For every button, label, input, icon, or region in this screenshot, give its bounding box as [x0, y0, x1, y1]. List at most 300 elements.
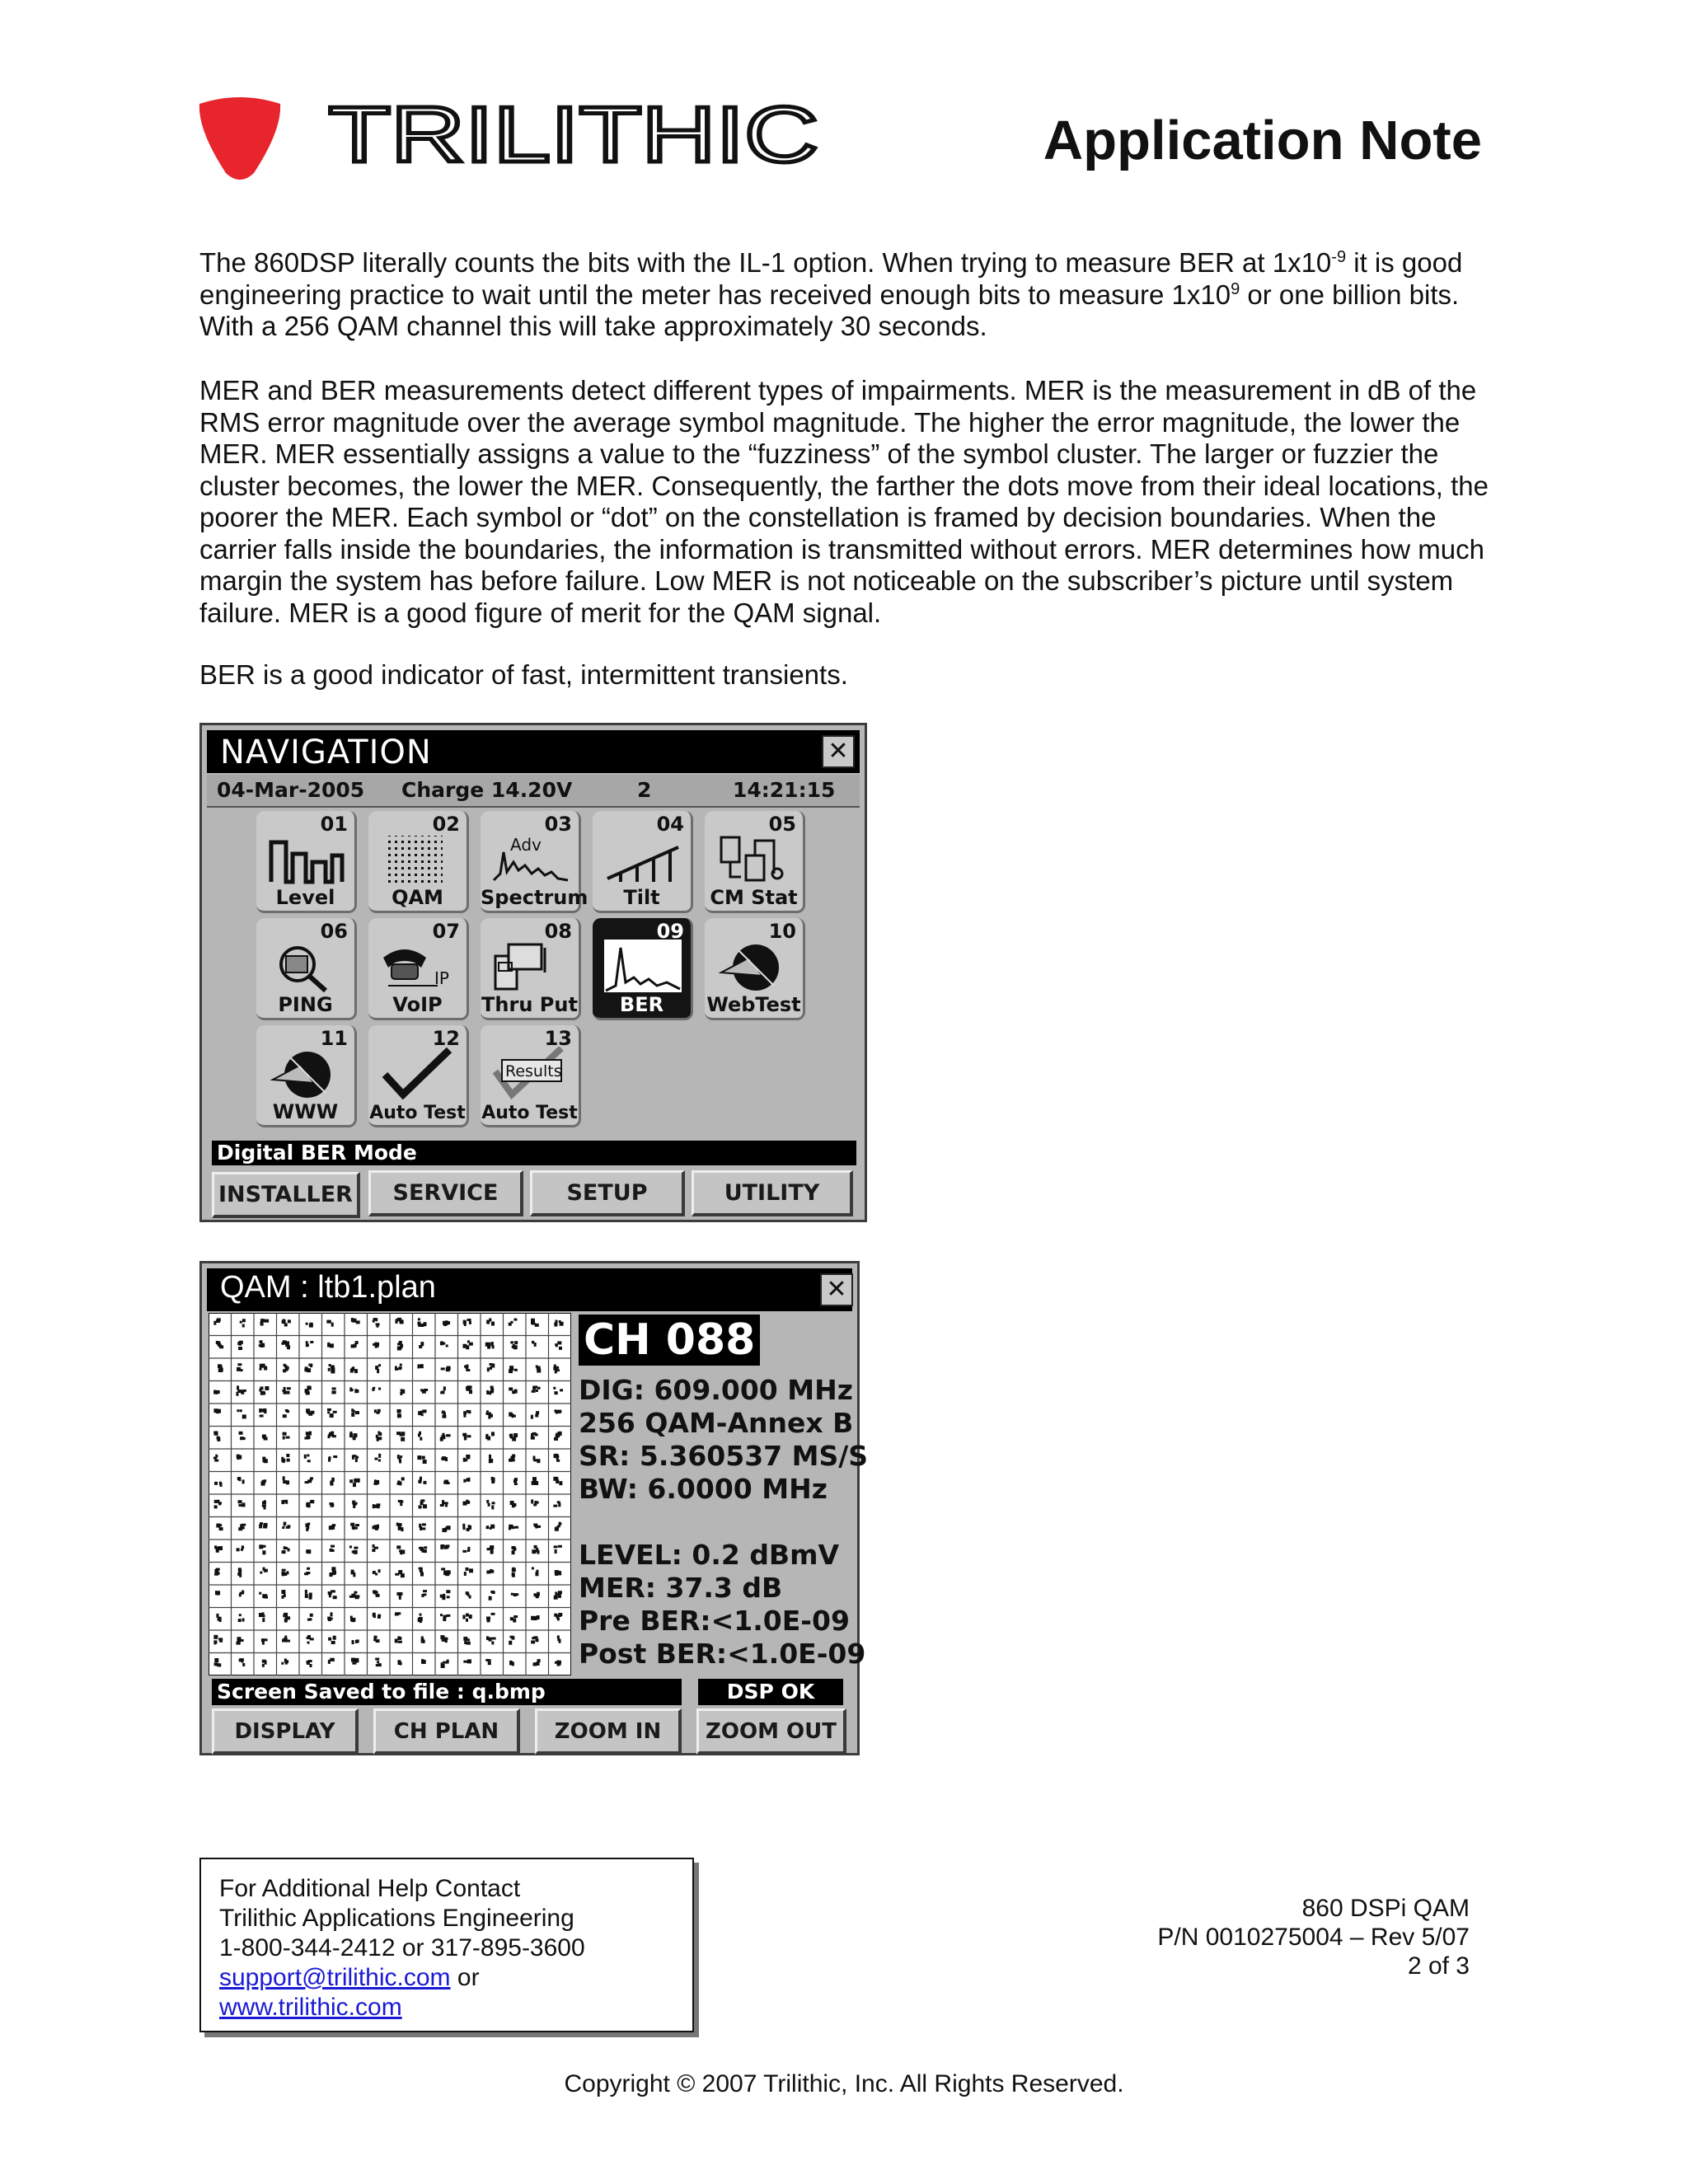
constellation-symbol: [554, 1365, 556, 1368]
constellation-symbol: [446, 1590, 450, 1593]
constellation-symbol: [305, 1594, 308, 1598]
constellation-symbol: [329, 1364, 331, 1366]
constellation-symbol: [466, 1366, 468, 1369]
constellation-symbol: [397, 1636, 400, 1639]
constellation-symbol: [373, 1387, 375, 1390]
constellation-symbol: [288, 1319, 291, 1323]
constellation-symbol: [262, 1501, 266, 1504]
constellation-symbol: [333, 1571, 336, 1575]
constellation-symbol: [238, 1504, 242, 1507]
constellation-symbol: [441, 1664, 445, 1668]
constellation-symbol: [259, 1408, 261, 1413]
constellation-symbol: [467, 1549, 470, 1552]
constellation-symbol: [555, 1321, 557, 1325]
constellation-symbol: [349, 1545, 352, 1548]
tile-auto-test-results[interactable]: Results 13 Auto Test: [481, 1025, 581, 1127]
constellation-symbol: [444, 1502, 448, 1504]
constellation-symbol: [554, 1437, 558, 1441]
part-number: P/N 0010275004 – Rev 5/07: [1157, 1924, 1470, 1951]
tile-www[interactable]: 11 WWW: [256, 1025, 357, 1127]
constellation-symbol: [286, 1369, 288, 1371]
constellation-symbol: [310, 1323, 313, 1326]
help-line-1: For Additional Help Contact: [219, 1875, 521, 1902]
constellation-symbol: [398, 1641, 402, 1643]
constellation-symbol: [417, 1364, 420, 1368]
constellation-symbol: [283, 1480, 287, 1483]
constellation-symbol: [332, 1526, 335, 1530]
constellation-symbol: [239, 1593, 241, 1596]
constellation-symbol: [419, 1506, 422, 1509]
constellation-symbol: [333, 1411, 337, 1413]
constellation-symbol: [422, 1523, 426, 1526]
constellation-symbol: [535, 1501, 537, 1503]
constellation-symbol: [396, 1523, 399, 1526]
constellation-symbol: [443, 1386, 446, 1390]
constellation-symbol: [353, 1505, 355, 1508]
close-icon[interactable]: ✕: [822, 735, 855, 768]
constellation-symbol: [467, 1659, 471, 1663]
constellation-symbol: [284, 1546, 286, 1549]
constellation-symbol: [310, 1638, 314, 1640]
constellation-symbol: [467, 1478, 470, 1482]
constellation-symbol: [281, 1459, 285, 1462]
constellation-symbol: [424, 1322, 427, 1326]
constellation-symbol: [469, 1390, 472, 1394]
constellation-symbol: [263, 1364, 265, 1367]
constellation-symbol: [352, 1526, 354, 1530]
constellation-symbol: [420, 1411, 424, 1413]
constellation-symbol: [352, 1501, 355, 1505]
constellation-symbol: [485, 1343, 488, 1347]
constellation-symbol: [557, 1635, 560, 1638]
dig-frequency: DIG: 609.000 MHz: [579, 1374, 853, 1406]
constellation-symbol: [422, 1456, 425, 1460]
constellation-symbol: [281, 1343, 284, 1345]
constellation-symbol: [283, 1572, 287, 1576]
constellation-symbol: [512, 1550, 515, 1554]
constellation-symbol: [468, 1385, 472, 1389]
constellation-symbol: [531, 1616, 535, 1620]
constellation-symbol: [400, 1662, 402, 1666]
constellation-symbol: [464, 1322, 467, 1326]
constellation-symbol: [440, 1504, 444, 1507]
modulation-type: 256 QAM-Annex B: [579, 1407, 854, 1439]
constellation-symbol: [512, 1437, 516, 1441]
constellation-symbol: [354, 1390, 359, 1393]
constellation-symbol: [281, 1590, 285, 1594]
constellation-symbol: [491, 1322, 495, 1326]
constellation-symbol: [535, 1324, 539, 1327]
mode-label: Digital BER Mode: [212, 1141, 856, 1165]
constellation-symbol: [424, 1546, 427, 1549]
constellation-symbol: [378, 1364, 381, 1366]
constellation-symbol: [557, 1501, 560, 1503]
constellation-symbol: [262, 1664, 265, 1667]
symbol-rate: SR: 5.360537 MS/S: [579, 1440, 869, 1472]
constellation-symbol: [216, 1319, 220, 1323]
constellation-symbol: [466, 1614, 469, 1617]
constellation-symbol: [441, 1367, 445, 1370]
constellation-symbol: [492, 1502, 495, 1504]
constellation-symbol: [419, 1345, 422, 1348]
constellation-symbol: [286, 1410, 289, 1413]
constellation-symbol: [242, 1319, 246, 1322]
constellation-symbol: [259, 1544, 263, 1549]
constellation-symbol: [265, 1386, 269, 1390]
constellation-symbol: [420, 1614, 422, 1616]
constellation-symbol: [442, 1410, 445, 1413]
constellation-symbol: [509, 1323, 512, 1326]
constellation-symbol: [236, 1392, 238, 1396]
constellation-symbol: [282, 1569, 286, 1572]
constellation-symbol: [469, 1568, 473, 1572]
constellation-symbol: [264, 1459, 266, 1463]
tile-ber[interactable]: 09 BER: [593, 918, 693, 1020]
constellation-symbol: [400, 1364, 402, 1366]
display-button[interactable]: DISPLAY: [212, 1708, 359, 1755]
constellation-symbol: [333, 1455, 337, 1458]
constellation-symbol: [401, 1527, 404, 1531]
constellation-symbol: [491, 1342, 494, 1346]
document-type-title: Application Note: [1043, 110, 1482, 171]
constellation-symbol: [513, 1593, 517, 1596]
constellation-symbol: [260, 1368, 262, 1371]
constellation-symbol: [236, 1642, 240, 1645]
constellation-symbol: [238, 1347, 242, 1350]
constellation-symbol: [214, 1658, 218, 1662]
constellation-symbol: [307, 1642, 310, 1644]
constellation-symbol: [353, 1483, 356, 1487]
constellation-symbol: [423, 1481, 426, 1484]
constellation-symbol: [237, 1455, 239, 1460]
constellation-symbol: [374, 1479, 377, 1483]
constellation-symbol: [378, 1454, 381, 1458]
constellation-symbol: [467, 1435, 471, 1437]
constellation-symbol: [307, 1637, 310, 1639]
constellation-symbol: [242, 1479, 245, 1483]
tile-cm-stat[interactable]: 05 CM Stat: [705, 811, 805, 913]
constellation-symbol: [331, 1658, 335, 1661]
constellation-symbol: [287, 1459, 290, 1462]
constellation-symbol: [213, 1635, 218, 1639]
support-email-link[interactable]: support@trilithic.com: [219, 1964, 451, 1991]
constellation-symbol: [441, 1390, 444, 1394]
constellation-symbol: [440, 1614, 443, 1616]
constellation-symbol: [423, 1590, 427, 1592]
navigation-status-row: [207, 775, 860, 808]
constellation-symbol: [556, 1526, 559, 1529]
constellation-symbol: [308, 1364, 312, 1366]
constellation-symbol: [354, 1547, 358, 1549]
constellation-symbol: [509, 1459, 513, 1462]
tile-ping[interactable]: 06 PING: [256, 918, 357, 1020]
constellation-symbol: [558, 1613, 562, 1616]
constellation-symbol: [399, 1459, 401, 1463]
constellation-symbol: [489, 1638, 492, 1642]
paragraph-ber-counting: The 860DSP literally counts the bits with the IL-1 option. When trying to measure BER at $1x10^{-9}$ it is good engineering practice to wait until the meter has received enough bits to measure $1x10^9$ or one billion bits. With a 256 QAM channel this will take approximately 30 seconds.: [199, 247, 1463, 341]
constellation-symbol: [329, 1432, 332, 1436]
constellation-symbol: [557, 1571, 560, 1574]
constellation-symbol: [309, 1619, 312, 1621]
constellation-symbol: [307, 1502, 310, 1507]
zoom-in-button[interactable]: ZOOM IN: [535, 1708, 682, 1755]
constellation-symbol: [462, 1550, 467, 1553]
constellation-symbol: [307, 1568, 310, 1570]
constellation-symbol: [355, 1458, 358, 1462]
constellation-symbol: [373, 1320, 375, 1323]
constellation-symbol: [377, 1615, 381, 1617]
constellation-symbol: [377, 1436, 382, 1440]
constellation-symbol: [486, 1526, 489, 1529]
constellation-symbol: [536, 1411, 539, 1414]
constellation-symbol: [537, 1615, 540, 1619]
constellation-symbol: [281, 1662, 284, 1665]
constellation-symbol: [445, 1321, 448, 1325]
constellation-symbol: [444, 1480, 448, 1483]
constellation-symbol: [308, 1660, 312, 1662]
constellation-symbol: [398, 1367, 401, 1370]
constellation-symbol: [490, 1545, 494, 1549]
constellation-symbol: [553, 1505, 557, 1507]
ch-plan-button[interactable]: CH PLAN: [373, 1708, 520, 1755]
constellation-symbol: [286, 1436, 290, 1439]
constellation-symbol: [373, 1613, 376, 1617]
constellation-symbol: [490, 1386, 494, 1389]
constellation-symbol: [462, 1433, 467, 1436]
constellation-symbol: [309, 1593, 312, 1597]
constellation-symbol: [264, 1569, 268, 1572]
constellation-symbol: [281, 1500, 284, 1504]
tile-thru-put[interactable]: 08 Thru Put: [481, 918, 581, 1020]
constellation-symbol: [331, 1503, 333, 1506]
constellation-symbol: [533, 1385, 537, 1388]
thru-put-icon: [492, 940, 570, 992]
constellation-symbol: [446, 1638, 448, 1640]
service-button[interactable]: SERVICE: [368, 1170, 523, 1216]
constellation-symbol: [490, 1388, 494, 1392]
constellation-symbol: [490, 1550, 494, 1554]
constellation-symbol: [282, 1526, 284, 1529]
product-name: 860 DSPi QAM: [1301, 1895, 1470, 1922]
post-ber-value: Post BER:<1.0E-09: [579, 1638, 866, 1670]
qam-icon: [380, 832, 457, 885]
constellation-symbol: [260, 1322, 264, 1326]
help-website-line: [219, 1993, 674, 2022]
results-icon: [492, 1047, 570, 1099]
tile-qam[interactable]: 02 QAM: [368, 811, 469, 913]
constellation-symbol: [238, 1619, 241, 1622]
status-charge: Charge 14.20V: [401, 778, 573, 802]
constellation-symbol: [489, 1459, 492, 1463]
constellation-symbol: [214, 1460, 218, 1462]
constellation-symbol: [466, 1591, 469, 1595]
constellation-symbol: [352, 1640, 354, 1644]
constellation-symbol: [307, 1454, 309, 1456]
constellation-symbol: [306, 1390, 309, 1394]
constellation-symbol: [491, 1641, 494, 1644]
constellation-symbol: [554, 1545, 558, 1548]
constellation-symbol: [466, 1345, 469, 1349]
setup-button[interactable]: SETUP: [530, 1170, 685, 1216]
constellation-symbol: [330, 1343, 334, 1347]
constellation-symbol: [559, 1347, 562, 1350]
constellation-symbol: [513, 1568, 515, 1572]
constellation-symbol: [238, 1568, 241, 1571]
constellation-symbol: [395, 1612, 397, 1615]
constellation-symbol: [446, 1615, 450, 1617]
constellation-symbol: [262, 1550, 265, 1554]
status-time: 14:21:15: [733, 778, 836, 802]
constellation-symbol: [354, 1369, 358, 1373]
constellation-symbol: [509, 1387, 513, 1390]
constellation-symbol: [261, 1480, 265, 1483]
constellation-symbol: [327, 1411, 330, 1413]
constellation-symbol: [446, 1344, 448, 1347]
constellation-symbol: [462, 1502, 467, 1506]
constellation-symbol: [262, 1436, 266, 1438]
constellation-symbol: [263, 1506, 265, 1510]
constellation-symbol: [395, 1573, 399, 1576]
constellation-symbol: [447, 1596, 450, 1598]
constellation-symbol: [332, 1524, 335, 1526]
tile-auto-test-check[interactable]: 12 Auto Test: [368, 1025, 469, 1127]
constellation-symbol: [374, 1458, 377, 1460]
constellation-symbol: [466, 1568, 469, 1571]
constellation-symbol: [514, 1369, 518, 1371]
constellation-symbol: [442, 1500, 444, 1504]
constellation-symbol: [513, 1433, 518, 1437]
constellation-symbol: [353, 1572, 355, 1577]
tile-spectrum[interactable]: Adv 03 Spectrum: [481, 811, 581, 913]
help-phone: 1-800-344-2412 or 317-895-3600: [219, 1934, 585, 1961]
constellation-symbol: [468, 1526, 471, 1530]
constellation-symbol: [464, 1641, 467, 1644]
constellation-symbol: [264, 1523, 268, 1526]
qam-screen: [199, 1261, 869, 1755]
constellation-symbol: [375, 1658, 379, 1661]
tile-tilt[interactable]: 04 Tilt: [593, 811, 693, 913]
constellation-symbol: [283, 1436, 285, 1440]
tile-level[interactable]: 01 Level: [256, 811, 357, 913]
constellation-symbol: [466, 1455, 470, 1459]
constellation-symbol: [537, 1459, 540, 1463]
close-icon[interactable]: ✕: [820, 1273, 853, 1306]
constellation-symbol: [219, 1345, 223, 1348]
navigation-title: NAVIGATION: [207, 730, 860, 773]
trilithic-wordmark: [328, 92, 823, 175]
constellation-symbol: [536, 1594, 539, 1598]
constellation-symbol: [237, 1363, 241, 1366]
constellation-symbol: [401, 1550, 405, 1554]
constellation-symbol: [491, 1505, 494, 1509]
constellation-symbol: [264, 1409, 266, 1413]
constellation-symbol: [310, 1341, 313, 1343]
constellation-symbol: [424, 1549, 427, 1553]
constellation-symbol: [490, 1570, 494, 1573]
constellation-symbol: [373, 1544, 375, 1548]
constellation-symbol: [396, 1545, 401, 1549]
constellation-symbol: [216, 1549, 219, 1553]
constellation-symbol: [558, 1594, 561, 1598]
constellation-symbol: [440, 1546, 443, 1549]
paragraph-ber-transients: BER is a good indicator of fast, intermittent transients.: [199, 659, 848, 690]
constellation-symbol: [286, 1454, 289, 1457]
constellation-symbol: [237, 1409, 239, 1412]
constellation-symbol: [558, 1545, 562, 1548]
constellation-symbol: [310, 1477, 313, 1479]
constellation-symbol: [218, 1409, 221, 1413]
constellation-symbol: [556, 1479, 559, 1483]
constellation-symbol: [351, 1658, 355, 1662]
constellation-symbol: [446, 1434, 450, 1436]
constellation-symbol: [514, 1526, 518, 1529]
check-icon: [380, 1047, 457, 1099]
constellation-symbol: [262, 1618, 265, 1622]
constellation-symbol: [558, 1591, 562, 1594]
constellation-symbol: [260, 1572, 262, 1574]
utility-button[interactable]: UTILITY: [692, 1170, 853, 1216]
constellation-symbol: [467, 1319, 471, 1321]
constellation-symbol: [486, 1500, 489, 1503]
constellation-symbol: [237, 1637, 241, 1641]
constellation-symbol: [514, 1390, 518, 1394]
constellation-symbol: [328, 1456, 331, 1460]
constellation-symbol: [283, 1414, 287, 1418]
constellation-symbol: [331, 1590, 335, 1592]
constellation-symbol: [532, 1663, 537, 1666]
constellation-symbol: [553, 1387, 556, 1390]
constellation-symbol: [376, 1323, 380, 1325]
constellation-symbol: [418, 1324, 421, 1327]
constellation-symbol: [417, 1455, 421, 1460]
constellation-symbol: [373, 1504, 375, 1508]
constellation-symbol: [282, 1551, 284, 1554]
constellation-symbol: [241, 1369, 243, 1371]
website-link[interactable]: www.trilithic.com: [219, 1994, 402, 2021]
constellation-symbol: [399, 1481, 401, 1485]
installer-button[interactable]: INSTALLER: [212, 1172, 360, 1218]
zoom-out-button[interactable]: ZOOM OUT: [696, 1708, 846, 1755]
constellation-symbol: [513, 1503, 516, 1507]
tile-voip[interactable]: IP 07 VoIP: [368, 918, 469, 1020]
constellation-symbol: [283, 1369, 286, 1372]
constellation-symbol: [351, 1594, 355, 1598]
constellation-symbol: [372, 1549, 375, 1552]
constellation-symbol: [556, 1615, 559, 1619]
constellation-symbol: [218, 1524, 222, 1526]
status-date: 04-Mar-2005: [217, 778, 365, 802]
constellation-symbol: [514, 1341, 518, 1344]
constellation-symbol: [441, 1568, 445, 1570]
constellation-symbol: [445, 1504, 448, 1507]
constellation-symbol: [351, 1413, 354, 1417]
constellation-symbol: [213, 1390, 216, 1394]
constellation-symbol: [489, 1455, 491, 1459]
constellation-symbol: [488, 1661, 491, 1665]
constellation-symbol: [352, 1367, 354, 1371]
constellation-symbol: [420, 1477, 422, 1481]
constellation-symbol: [464, 1572, 467, 1576]
constellation-symbol: [218, 1617, 222, 1621]
constellation-symbol: [355, 1595, 359, 1597]
constellation-symbol: [330, 1413, 334, 1418]
constellation-symbol: [401, 1477, 405, 1480]
tile-webtest[interactable]: 10 WebTest: [705, 918, 805, 1020]
document-info: [1157, 1894, 1470, 1980]
constellation-symbol: [333, 1390, 336, 1394]
constellation-symbol: [241, 1545, 244, 1549]
constellation-symbol: [310, 1664, 312, 1667]
